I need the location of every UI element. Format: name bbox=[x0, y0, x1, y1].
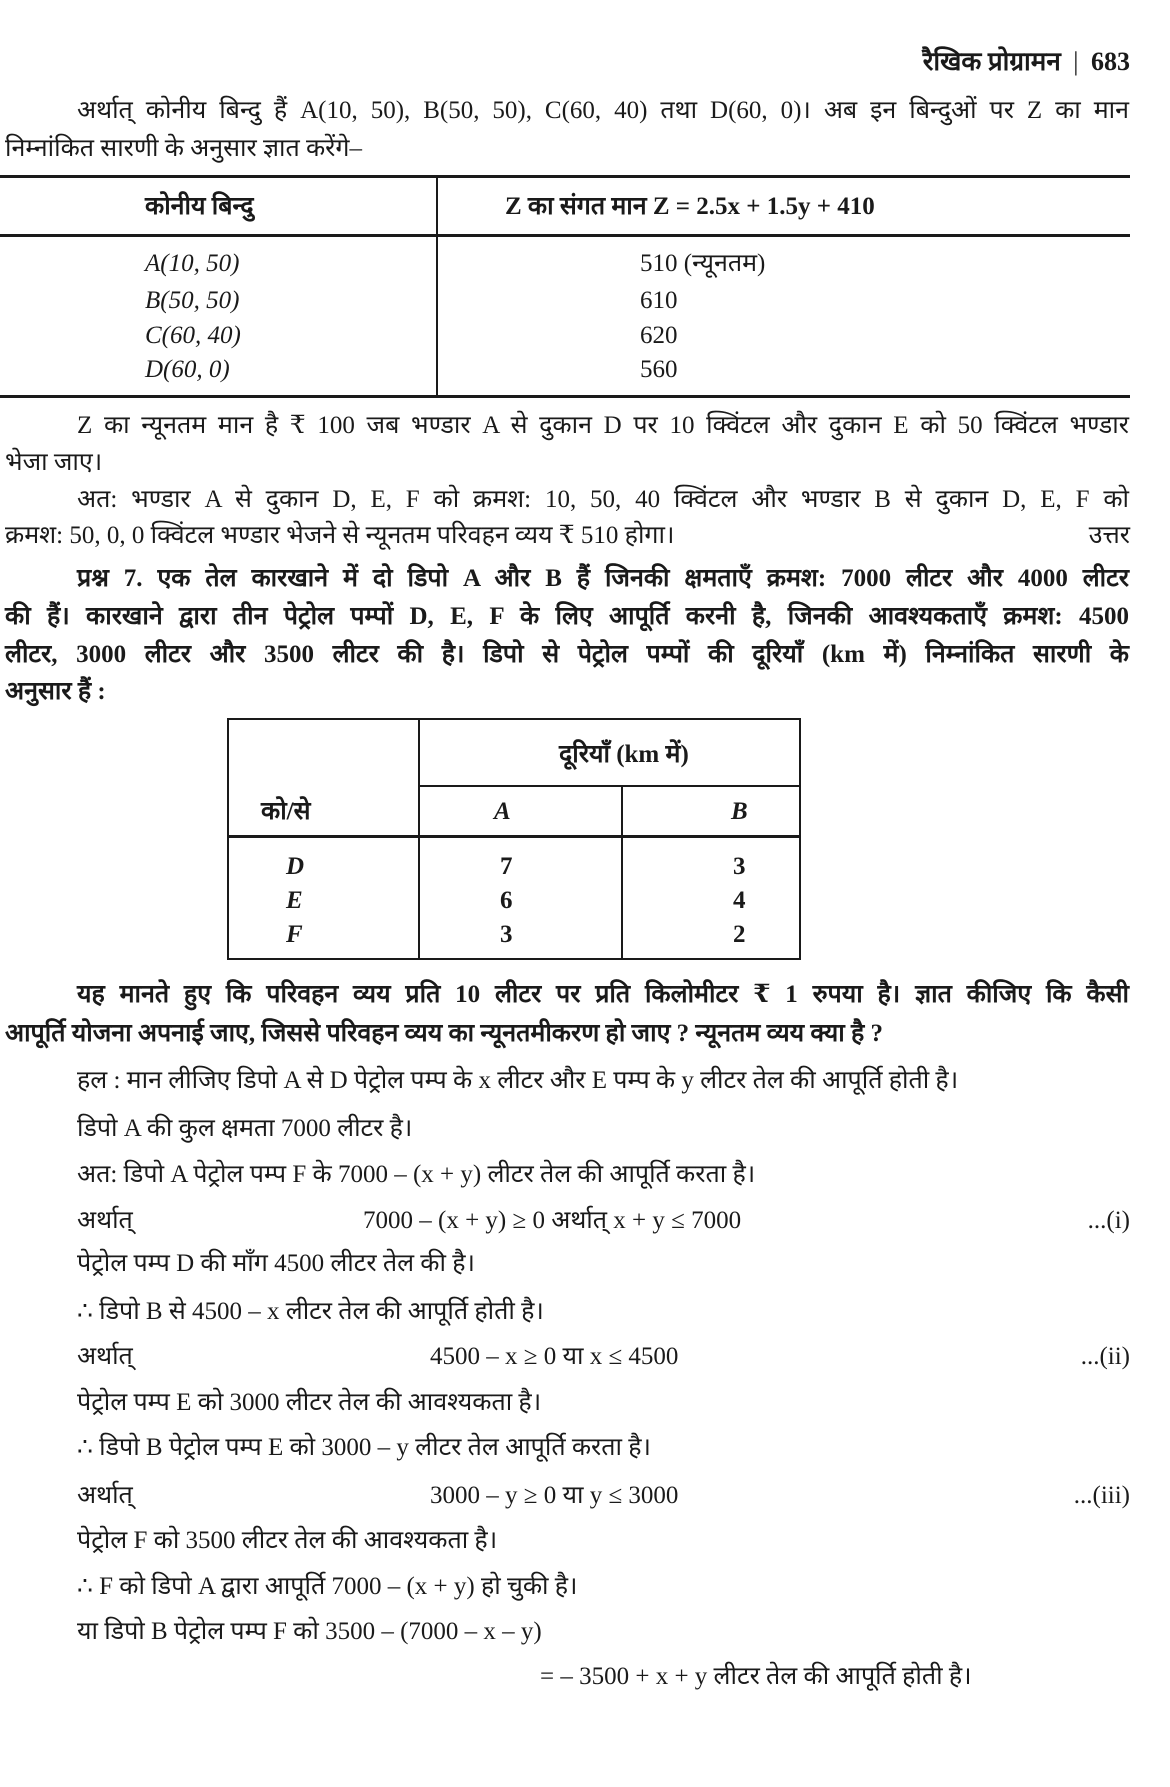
question-line: प्रश्न 7. एक तेल कारखाने में दो डिपो A और B हैं जिनकी क्षमताएँ क्रमश: 7000 लीटर और 4000 लीटर bbox=[77, 565, 1129, 592]
header-separator: | bbox=[1073, 47, 1079, 76]
solution-line: ∴ डिपो B पेट्रोल पम्प E को 3000 – y लीटर तेल आपूर्ति करता है। bbox=[77, 1434, 651, 1461]
table-rule bbox=[229, 835, 799, 838]
table-cell: 510 (न्यूनतम) bbox=[640, 250, 766, 277]
table-rule bbox=[419, 785, 801, 787]
row-label: F bbox=[286, 921, 303, 948]
column-header: A bbox=[494, 798, 511, 825]
table-rule bbox=[0, 395, 1130, 398]
corner-header: को/से bbox=[261, 798, 311, 825]
table-cell: D(60, 0) bbox=[145, 356, 230, 383]
question-line: अनुसार हैं : bbox=[5, 678, 106, 705]
solution-line: हल : मान लीजिए डिपो A से D पेट्रोल पम्प के x लीटर और E पम्प के y लीटर तेल की आपूर्ति होती है। bbox=[77, 1067, 959, 1094]
equation-label: अर्थात् bbox=[77, 1207, 133, 1234]
table-rule bbox=[0, 234, 1130, 237]
equation-number: ...(ii) bbox=[1080, 1343, 1130, 1370]
solution-line: ∴ F को डिपो A द्वारा आपूर्ति 7000 – (x + y) हो चुकी है। bbox=[77, 1573, 578, 1600]
paragraph-line: Z का न्यूनतम मान है ₹ 100 जब भण्डार A से दुकान D पर 10 क्विंटल और दुकान E को 50 क्विंटल भण्डार bbox=[77, 412, 1129, 439]
table-cell: 610 bbox=[640, 287, 678, 314]
table-cell: 7 bbox=[500, 853, 513, 880]
equation-label: अर्थात् bbox=[77, 1343, 133, 1370]
row-label: E bbox=[286, 887, 303, 914]
solution-line: पेट्रोल F को 3500 लीटर तेल की आवश्यकता है। bbox=[77, 1527, 498, 1554]
equation: 7000 – (x + y) ≥ 0 अर्थात् x + y ≤ 7000 bbox=[363, 1207, 742, 1234]
question-line: यह मानते हुए कि परिवहन व्यय प्रति 10 लीटर पर प्रति किलोमीटर ₹ 1 रुपया है। ज्ञात कीजिए कि कैसी bbox=[77, 981, 1129, 1008]
table-cell: B(50, 50) bbox=[145, 287, 240, 314]
equation: 4500 – x ≥ 0 या x ≤ 4500 bbox=[430, 1343, 679, 1370]
solution-line: = – 3500 + x + y लीटर तेल की आपूर्ति होती है। bbox=[540, 1663, 972, 1690]
equation-label: अर्थात् bbox=[77, 1482, 133, 1509]
paragraph-line: अर्थात् कोनीय बिन्दु हैं A(10, 50), B(50, 50), C(60, 40) तथा D(60, 0)। अब इन बिन्दुओं पर Z का मान bbox=[77, 97, 1129, 124]
table-cell: 2 bbox=[733, 921, 746, 948]
equation-number: ...(i) bbox=[1087, 1207, 1130, 1234]
table-cell: 620 bbox=[640, 322, 678, 349]
table-cell: C(60, 40) bbox=[145, 322, 241, 349]
equation-number: ...(iii) bbox=[1073, 1482, 1130, 1509]
paragraph-line: भेजा जाए। bbox=[5, 449, 103, 476]
column-divider bbox=[621, 785, 623, 960]
question-line: लीटर, 3000 लीटर और 3500 लीटर की है। डिपो से पेट्रोल पम्पों की दूरियाँ (km में) निम्नांकित सारणी के bbox=[5, 641, 1129, 668]
group-header: दूरियाँ (km में) bbox=[559, 741, 689, 768]
question-line: आपूर्ति योजना अपनाई जाए, जिससे परिवहन व्यय का न्यूनतमीकरण हो जाए ? न्यूनतम व्यय क्या है ? bbox=[5, 1020, 884, 1047]
column-divider bbox=[418, 720, 420, 960]
table-cell: 3 bbox=[500, 921, 513, 948]
table-rule bbox=[0, 175, 1130, 178]
solution-line: अत: डिपो A पेट्रोल पम्प F के 7000 – (x + y) लीटर तेल की आपूर्ति करता है। bbox=[77, 1161, 756, 1188]
running-header bbox=[923, 47, 1130, 77]
table-cell: A(10, 50) bbox=[145, 250, 240, 277]
table-header: Z का संगत मान Z = 2.5x + 1.5y + 410 bbox=[505, 193, 875, 220]
chapter-title: रैखिक प्रोग्रामन bbox=[922, 47, 1061, 76]
table-cell: 6 bbox=[500, 887, 513, 914]
table-header: कोनीय बिन्दु bbox=[145, 193, 254, 220]
solution-line: पेट्रोल पम्प D की माँग 4500 लीटर तेल की है। bbox=[77, 1250, 475, 1277]
equation: 3000 – y ≥ 0 या y ≤ 3000 bbox=[430, 1482, 679, 1509]
question-line: की हैं। कारखाने द्वारा तीन पेट्रोल पम्पों D, E, F के लिए आपूर्ति करनी है, जिनकी आवश्यकताएँ क्रमश: 4500 bbox=[5, 603, 1129, 630]
table-cell: 560 bbox=[640, 356, 678, 383]
column-divider bbox=[436, 176, 438, 396]
solution-line: डिपो A की कुल क्षमता 7000 लीटर है। bbox=[77, 1115, 413, 1142]
solution-line: पेट्रोल पम्प E को 3000 लीटर तेल की आवश्यकता है। bbox=[77, 1389, 542, 1416]
paragraph-line: निम्नांकित सारणी के अनुसार ज्ञात करेंगे– bbox=[5, 135, 362, 162]
row-label: D bbox=[286, 853, 305, 880]
table-cell: 3 bbox=[733, 853, 746, 880]
answer-label: उत्तर bbox=[1088, 522, 1130, 549]
paragraph-line: क्रमश: 50, 0, 0 क्विंटल भण्डार भेजने से न्यूनतम परिवहन व्यय ₹ 510 होगा। bbox=[5, 522, 675, 549]
column-header: B bbox=[731, 798, 748, 825]
table-cell: 4 bbox=[733, 887, 746, 914]
page-number: 683 bbox=[1091, 47, 1130, 76]
solution-line: या डिपो B पेट्रोल पम्प F को 3500 – (7000 – x – y) bbox=[77, 1618, 542, 1645]
paragraph-line: अत: भण्डार A से दुकान D, E, F को क्रमश: 10, 50, 40 क्विंटल और भण्डार B से दुकान D, E, F को bbox=[77, 486, 1129, 513]
solution-line: ∴ डिपो B से 4500 – x लीटर तेल की आपूर्ति होती है। bbox=[77, 1298, 544, 1325]
distance-table bbox=[227, 718, 801, 960]
